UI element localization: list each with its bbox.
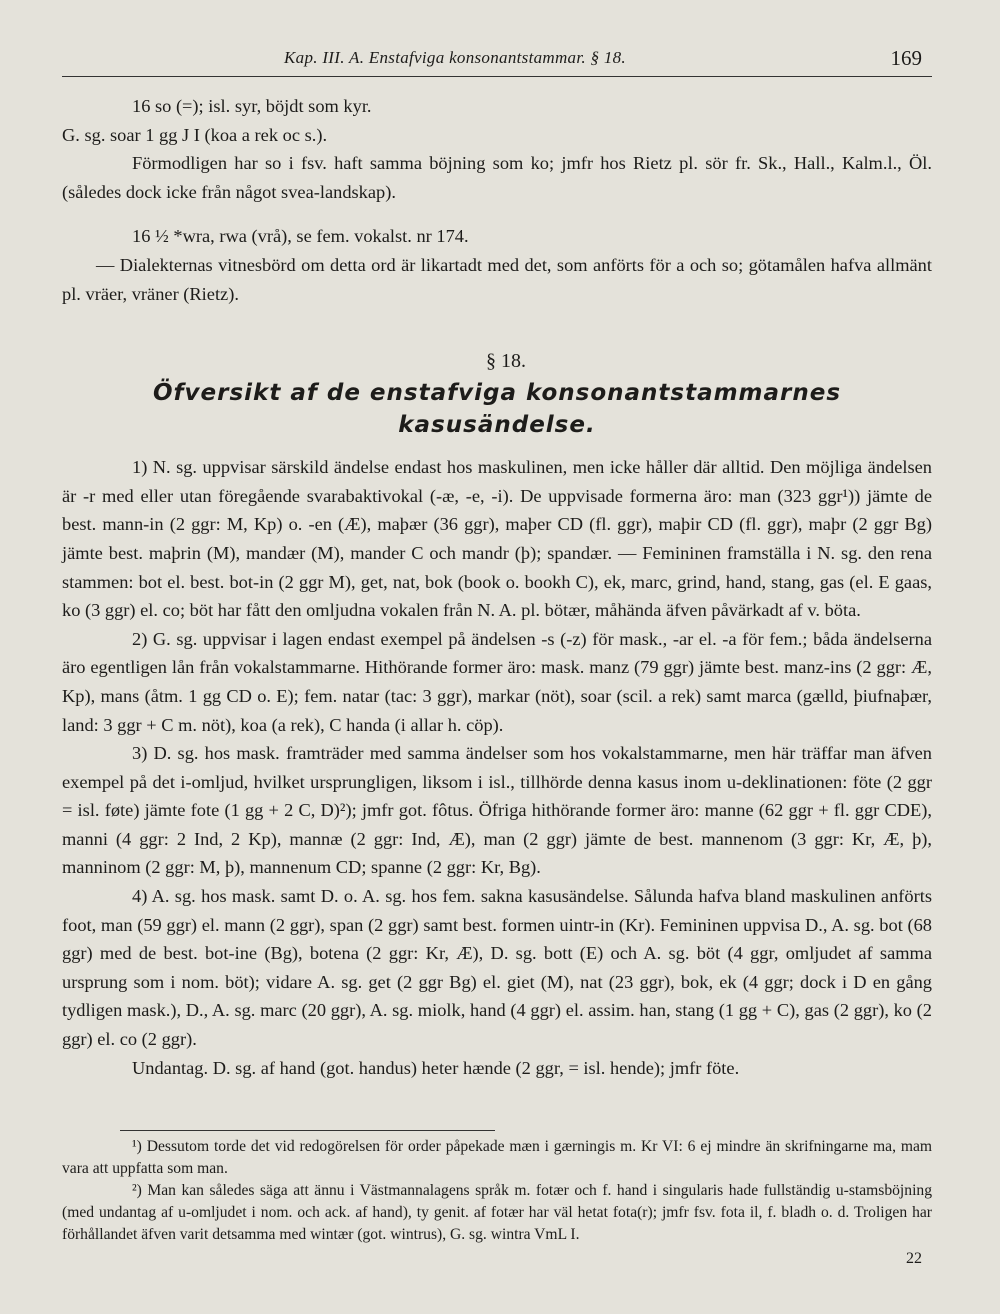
paragraph: Förmodligen har so i fsv. haft samma böjning som ko; jmfr hos Rietz pl. sör fr. Sk., Hall., Kalm.l., Öl. (således dock icke från något svea-landskap). bbox=[62, 153, 932, 202]
paragraph: — Dialekternas vitnesbörd om detta ord är likartadt med det, som anförts för a och so; götamålen hafva allmänt pl. vräer, vräner (Rietz). bbox=[62, 254, 932, 304]
paragraph: Undantag. D. sg. af hand (got. handus) heter hænde (2 ggr, = isl. hende); jmfr föte. bbox=[132, 1057, 740, 1078]
section-title-line: kasusändelse. bbox=[398, 412, 596, 439]
main-text bbox=[62, 92, 932, 1082]
paragraph: G. sg. soar 1 gg J I (koa a rek oc s.). bbox=[62, 124, 328, 145]
paragraph: 16 so (=); isl. syr, böjdt som kyr. bbox=[132, 96, 372, 116]
paragraph: 16 ½ *wra, rwa (vrå), se fem. vokalst. nr 174. bbox=[132, 226, 469, 247]
section-title-line: Öfversikt af de enstafviga konsonantstammarnes bbox=[152, 380, 842, 407]
footnotes bbox=[62, 1136, 932, 1246]
section-number: § 18. bbox=[486, 350, 526, 373]
footnote-rule bbox=[120, 1130, 495, 1131]
paragraph: 4) A. sg. hos mask. samt D. o. A. sg. hos fem. sakna kasusändelse. Sålunda hafva bland maskulinen anförts foot, man (59 ggr) el. mann (2 ggr), span (2 ggr) samt best. formen uintr-in (Kr). Femininen uppvisa D., A. sg. bot (68 ggr) med de best. bot-ine (Bg), botena (2 ggr: Kr, Æ), D. sg. bott (E) och A. sg. böt (4 ggr, omljudet af samma ursprung som i nom. böt); vidare A. sg. get (2 ggr Bg) el. giet (M), nat (23 ggr), bok, ek (4 ggr; dock i D en gång tydligen mask.), D., A. sg. marc (20 ggr), A. sg. miolk, hand (4 ggr) el. assim. han, stang (1 gg + C), gas (2 ggr), ko (2 ggr) el. co (2 ggr). bbox=[62, 886, 932, 1050]
section-title bbox=[62, 377, 932, 441]
paragraph: 2) G. sg. uppvisar i lagen endast exempel på ändelsen -s (-z) för mask., -ar el. -a för fem.; båda ändelserna äro egentligen lån från vokalstammarne. Hithörande former äro: mask. manz (79 ggr) jämte best. manz-ins (2 ggr: Æ, Kp), mans (åtm. 1 gg CD o. E); fem. natar (tac: 3 ggr), markar (nöt), soar (scil. a rek) samt marca (gælld, þiufnaþær, land: 3 ggr + C m. nöt), koa (a rek), C handa (i allar h. cöp). bbox=[62, 628, 932, 735]
paragraph: 3) D. sg. hos mask. framträder med samma ändelser som hos vokalstammarne, men här träffar man äfven exempel på det i-omljud, hvilket ursprungligen, liksom i isl., tillhörde denna kasus inom u-deklinationen: föte (2 ggr = isl. føte) jämte fote (1 gg + 2 C, D)²); jmfr got. fôtus. Öfriga hithörande former äro: manne (62 ggr + fl. ggr CDE), manni (4 ggr: 2 Ind, 2 Kp), mannæ (2 ggr: Ind, Æ), man (2 ggr) jämte de best. mannenom (3 ggr: Kr, Æ, þ), manninom (2 ggr: M, þ), mannenum CD; spanne (2 ggr: Kr, Bg). bbox=[62, 743, 932, 878]
page-number: 169 bbox=[890, 46, 922, 70]
footnote: ²) Man kan således säga att ännu i Västmannalagens språk m. fotær och f. hand i singularis hade fullständig u-stamsböjning (med undantag af u-omljudet i nom. och ack. af hand), ty genit. af fotær har väl hetat fota(r); jmfr fsv. fota il, f. bladh o. d. Troligen har förhållandet äfven varit detsamma med wintær (got. wintrus), G. sg. wintra VmL I. bbox=[62, 1182, 932, 1243]
footnote: ¹) Dessutom torde det vid redogörelsen för order påpekade mæn i gærningis m. Kr VI: 6 ej mindre än skrifningarne ma, mam vara att uppfatta som man. bbox=[62, 1138, 932, 1177]
paragraph: 1) N. sg. uppvisar särskild ändelse endast hos maskulinen, men icke håller där alltid. Den möjliga ändelsen är -r med eller utan föregående svarabaktivokal (-æ, -e, -i). De uppvisade formerna äro: man (323 ggr¹)) jämte de best. mann-in (2 ggr: M, Kp) o. -en (Æ), maþær (36 ggr), maþer CD (fl. ggr), maþir CD (fl. ggr), maþr (2 ggr Bg) jämte best. maþrin (M), mandær (M), mander C och mandr (þ); spandær. — Femininen framställa i N. sg. den rena stammen: bot el. best. bot-in (2 ggr M), get, nat, bok (book o. bookh C), ek, marc, grind, hand, stang, gas (el. E gaas, ko (3 ggr) el. co; böt har fått den omljudna vokalen från N. A. pl. bötær, måhända äfven påvärkadt af v. böta. bbox=[62, 457, 932, 621]
page-header bbox=[62, 46, 932, 77]
running-head: Kap. III. A. Enstafviga konsonantstammar. § 18. bbox=[284, 48, 626, 67]
signature-mark: 22 bbox=[906, 1250, 922, 1267]
